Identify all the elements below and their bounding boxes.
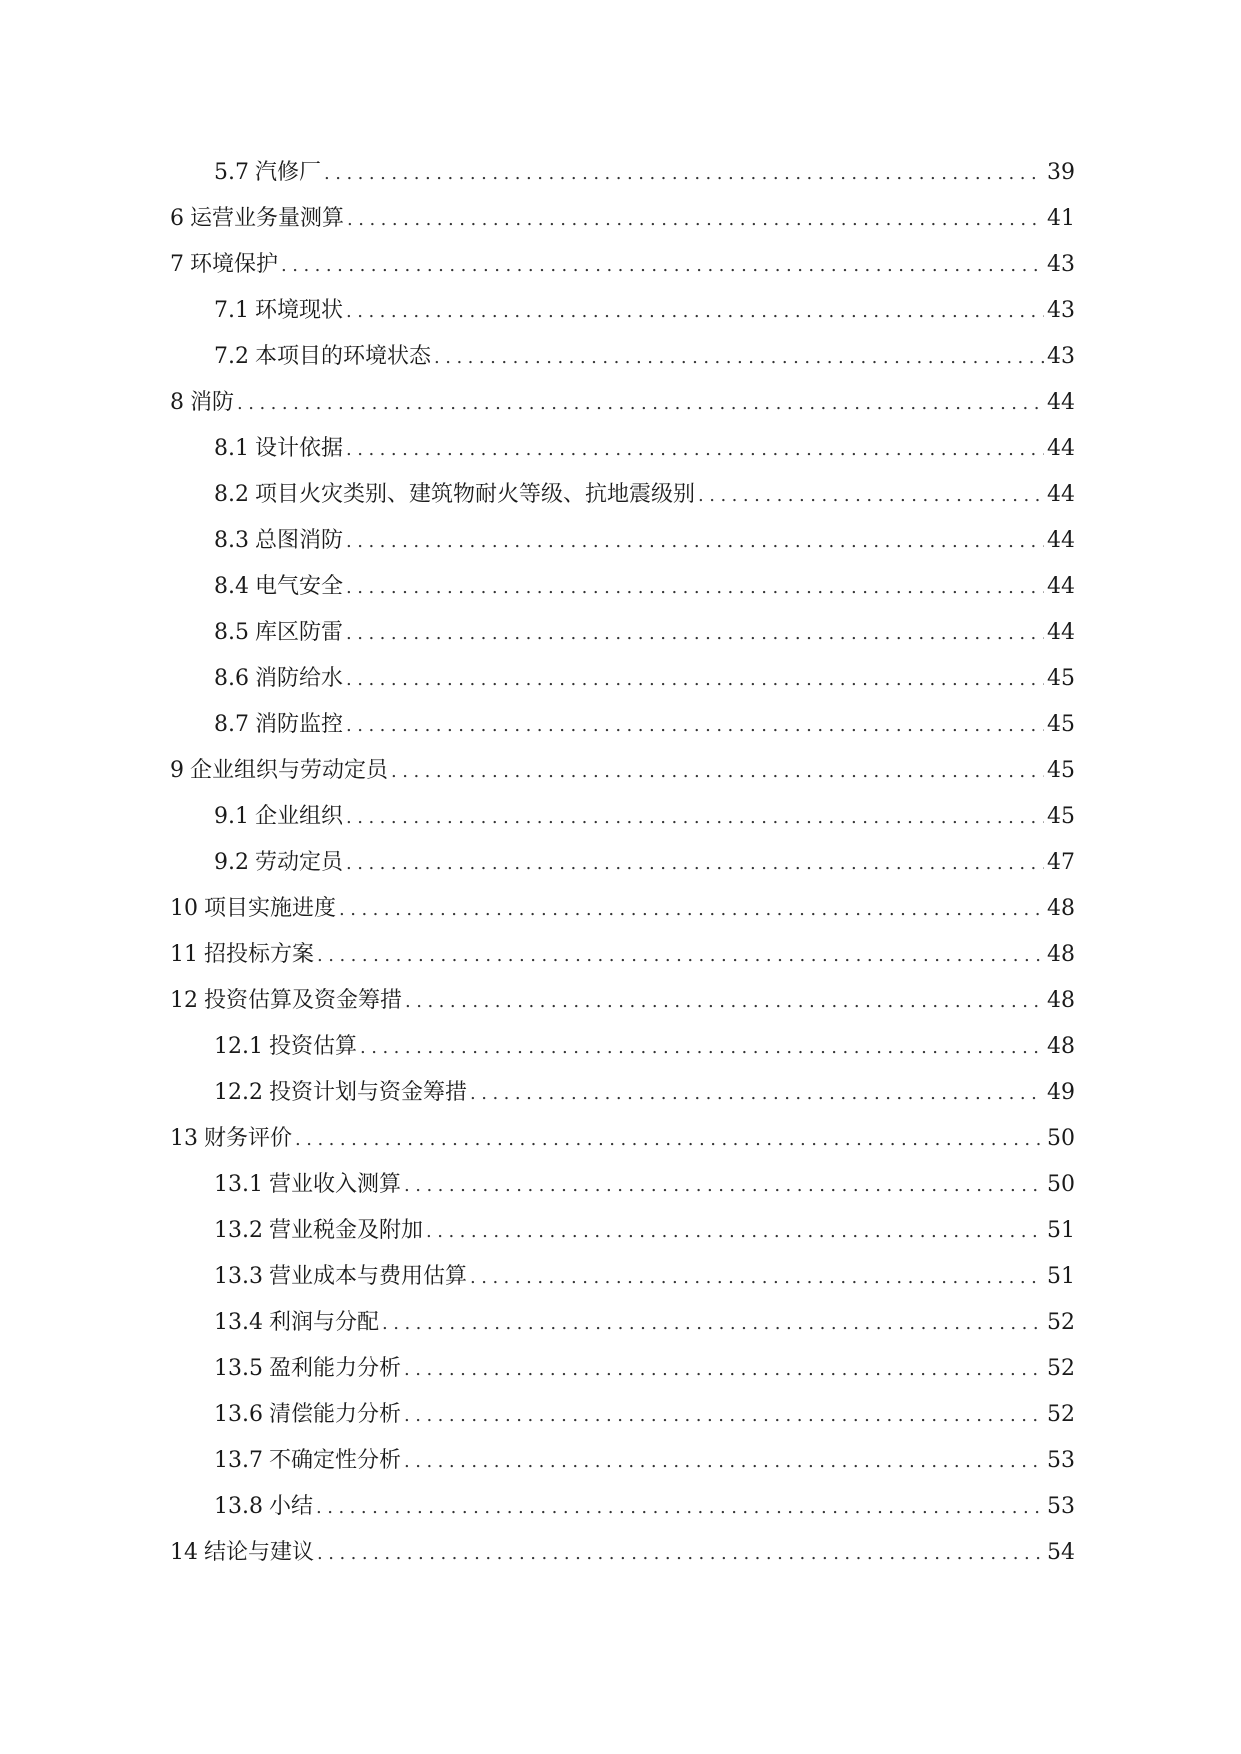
toc-entry-number: 8.7: [214, 712, 249, 737]
toc-entry[interactable]: [170, 620, 1075, 666]
toc-entry-number: 13.1: [214, 1172, 263, 1197]
toc-entry-title: 项目实施进度: [204, 896, 337, 921]
toc-entry[interactable]: [170, 1264, 1075, 1310]
toc-entry-title: 企业组织: [255, 804, 344, 829]
toc-entry[interactable]: [170, 1034, 1075, 1080]
toc-entry-number: 14: [170, 1540, 198, 1565]
toc-entry-number: 13.2: [214, 1218, 263, 1243]
toc-entry[interactable]: [170, 482, 1075, 528]
toc-entry[interactable]: [170, 1402, 1075, 1448]
toc-entry-page: 44: [1047, 574, 1075, 599]
toc-entry-page: 52: [1047, 1356, 1075, 1381]
toc-entry-number: 8.5: [214, 620, 249, 645]
toc-entry-title: 环境现状: [255, 298, 344, 323]
toc-entry[interactable]: [170, 1218, 1075, 1264]
toc-entry-page: 48: [1047, 1034, 1075, 1059]
toc-entry-number: 13.6: [214, 1402, 263, 1427]
toc-leader-dots: [391, 759, 1044, 785]
toc-leader-dots: [346, 621, 1044, 647]
toc-leader-dots: [382, 1311, 1044, 1337]
toc-entry-title: 结论与建议: [204, 1540, 315, 1565]
toc-entry-title: 投资计划与资金筹措: [268, 1080, 467, 1105]
toc-entry-title: 清偿能力分析: [268, 1402, 401, 1427]
toc-entry-number: 7.1: [214, 298, 249, 323]
toc-leader-dots: [295, 1127, 1044, 1153]
toc-entry-title: 营业收入测算: [268, 1172, 401, 1197]
toc-leader-dots: [324, 161, 1044, 187]
toc-entry[interactable]: [170, 1080, 1075, 1126]
toc-entry[interactable]: [170, 988, 1075, 1034]
toc-entry-number: 8.3: [214, 528, 249, 553]
toc-entry[interactable]: [170, 758, 1075, 804]
toc-leader-dots: [346, 851, 1044, 877]
toc-entry[interactable]: [170, 850, 1075, 896]
toc-leader-dots: [404, 1173, 1044, 1199]
toc-entry-title: 汽修厂: [255, 160, 322, 185]
toc-entry-number: 13.4: [214, 1310, 263, 1335]
toc-leader-dots: [317, 1541, 1044, 1567]
toc-entry-title: 设计依据: [255, 436, 344, 461]
toc-entry-page: 53: [1047, 1448, 1075, 1473]
toc-leader-dots: [346, 575, 1044, 601]
toc-entry[interactable]: [170, 1448, 1075, 1494]
toc-entry-page: 47: [1047, 850, 1075, 875]
toc-leader-dots: [470, 1081, 1044, 1107]
toc-entry-page: 48: [1047, 988, 1075, 1013]
toc-entry-title: 库区防雷: [255, 620, 344, 645]
toc-entry[interactable]: [170, 1494, 1075, 1540]
toc-entry-page: 48: [1047, 896, 1075, 921]
toc-leader-dots: [347, 207, 1044, 233]
toc-entry-page: 49: [1047, 1080, 1075, 1105]
toc-entry-number: 13.3: [214, 1264, 263, 1289]
toc-leader-dots: [470, 1265, 1044, 1291]
toc-entry-number: 9: [170, 758, 184, 783]
toc-leader-dots: [346, 713, 1044, 739]
toc-entry-number: 8.2: [214, 482, 249, 507]
toc-entry-page: 50: [1047, 1172, 1075, 1197]
toc-entry-title: 企业组织与劳动定员: [190, 758, 389, 783]
toc-leader-dots: [346, 805, 1044, 831]
toc-entry[interactable]: [170, 160, 1075, 206]
toc-leader-dots: [426, 1219, 1044, 1245]
toc-entry-page: 51: [1047, 1218, 1075, 1243]
toc-entry-number: 5.7: [214, 160, 249, 185]
toc-entry[interactable]: [170, 252, 1075, 298]
toc-entry[interactable]: [170, 1356, 1075, 1402]
toc-entry-page: 43: [1047, 252, 1075, 277]
toc-entry-title: 环境保护: [190, 252, 279, 277]
toc-entry-number: 8: [170, 390, 184, 415]
toc-entry[interactable]: [170, 1172, 1075, 1218]
toc-entry[interactable]: [170, 896, 1075, 942]
toc-entry-page: 44: [1047, 482, 1075, 507]
toc-entry-title: 劳动定员: [255, 850, 344, 875]
toc-leader-dots: [281, 253, 1044, 279]
toc-entry-title: 投资估算及资金筹措: [204, 988, 403, 1013]
toc-entry-page: 53: [1047, 1494, 1075, 1519]
toc-entry-page: 45: [1047, 804, 1075, 829]
toc-entry[interactable]: [170, 666, 1075, 712]
toc-entry-page: 44: [1047, 528, 1075, 553]
toc-entry-page: 45: [1047, 758, 1075, 783]
toc-entry[interactable]: [170, 1126, 1075, 1172]
toc-leader-dots: [316, 1495, 1044, 1521]
toc-entry[interactable]: [170, 1540, 1075, 1586]
toc-entry-page: 54: [1047, 1540, 1075, 1565]
toc-entry[interactable]: [170, 942, 1075, 988]
toc-entry-page: 44: [1047, 436, 1075, 461]
toc-entry-title: 电气安全: [255, 574, 344, 599]
toc-entry-page: 45: [1047, 666, 1075, 691]
toc-entry-page: 48: [1047, 942, 1075, 967]
toc-leader-dots: [346, 667, 1044, 693]
toc-entry-page: 41: [1047, 206, 1075, 231]
toc-leader-dots: [317, 943, 1044, 969]
toc-entry-number: 9.1: [214, 804, 249, 829]
toc-entry-number: 12: [170, 988, 198, 1013]
toc-entry[interactable]: [170, 436, 1075, 482]
toc-entry-title: 消防监控: [255, 712, 344, 737]
toc-entry[interactable]: [170, 344, 1075, 390]
toc-leader-dots: [339, 897, 1044, 923]
toc-entry-number: 13: [170, 1126, 198, 1151]
toc-entry-number: 12.1: [214, 1034, 263, 1059]
toc-leader-dots: [405, 989, 1044, 1015]
toc-leader-dots: [404, 1357, 1044, 1383]
toc-entry-title: 投资估算: [268, 1034, 357, 1059]
toc-entry-title: 营业成本与费用估算: [268, 1264, 467, 1289]
toc-entry-number: 6: [170, 206, 184, 231]
toc-entry-number: 8.6: [214, 666, 249, 691]
toc-leader-dots: [346, 437, 1044, 463]
toc-leader-dots: [404, 1403, 1044, 1429]
toc-entry[interactable]: [170, 206, 1075, 252]
toc-entry-page: 51: [1047, 1264, 1075, 1289]
toc-leader-dots: [404, 1449, 1044, 1475]
toc-entry-page: 39: [1047, 160, 1075, 185]
toc-entry-title: 利润与分配: [268, 1310, 379, 1335]
toc-entry-page: 52: [1047, 1310, 1075, 1335]
toc-entry-page: 43: [1047, 298, 1075, 323]
toc-entry-title: 营业税金及附加: [268, 1218, 423, 1243]
toc-entry-number: 13.7: [214, 1448, 263, 1473]
toc-entry[interactable]: [170, 1310, 1075, 1356]
toc-entry-number: 9.2: [214, 850, 249, 875]
toc-entry-title: 招投标方案: [204, 942, 315, 967]
toc-entry-page: 44: [1047, 390, 1075, 415]
toc-entry-title: 不确定性分析: [268, 1448, 401, 1473]
toc-entry[interactable]: [170, 574, 1075, 620]
toc-entry-number: 7.2: [214, 344, 249, 369]
toc-entry[interactable]: [170, 804, 1075, 850]
toc-entry-page: 52: [1047, 1402, 1075, 1427]
toc-leader-dots: [237, 391, 1044, 417]
table-of-contents: [170, 160, 1075, 1586]
toc-entry-title: 小结: [268, 1494, 313, 1519]
toc-entry-title: 消防给水: [255, 666, 344, 691]
toc-entry-page: 50: [1047, 1126, 1075, 1151]
toc-entry-page: 44: [1047, 620, 1075, 645]
toc-leader-dots: [346, 529, 1044, 555]
toc-entry-number: 7: [170, 252, 184, 277]
toc-entry-number: 13.5: [214, 1356, 263, 1381]
toc-entry-title: 总图消防: [255, 528, 344, 553]
toc-entry-number: 8.1: [214, 436, 249, 461]
toc-entry-title: 消防: [190, 390, 235, 415]
toc-entry-title: 财务评价: [204, 1126, 293, 1151]
toc-entry-title: 本项目的环境状态: [255, 344, 432, 369]
toc-entry[interactable]: [170, 712, 1075, 758]
toc-entry-title: 盈利能力分析: [268, 1356, 401, 1381]
toc-entry-page: 43: [1047, 344, 1075, 369]
toc-entry-page: 45: [1047, 712, 1075, 737]
toc-entry[interactable]: [170, 298, 1075, 344]
toc-entry[interactable]: [170, 390, 1075, 436]
toc-entry[interactable]: [170, 528, 1075, 574]
toc-leader-dots: [360, 1035, 1044, 1061]
toc-entry-title: 运营业务量测算: [190, 206, 345, 231]
toc-leader-dots: [434, 345, 1044, 371]
toc-entry-number: 8.4: [214, 574, 249, 599]
toc-leader-dots: [346, 299, 1044, 325]
toc-entry-number: 11: [170, 942, 198, 967]
toc-entry-number: 12.2: [214, 1080, 263, 1105]
toc-leader-dots: [698, 483, 1044, 509]
toc-entry-number: 13.8: [214, 1494, 263, 1519]
toc-entry-number: 10: [170, 896, 198, 921]
toc-entry-title: 项目火灾类别、建筑物耐火等级、抗地震级别: [255, 482, 696, 507]
